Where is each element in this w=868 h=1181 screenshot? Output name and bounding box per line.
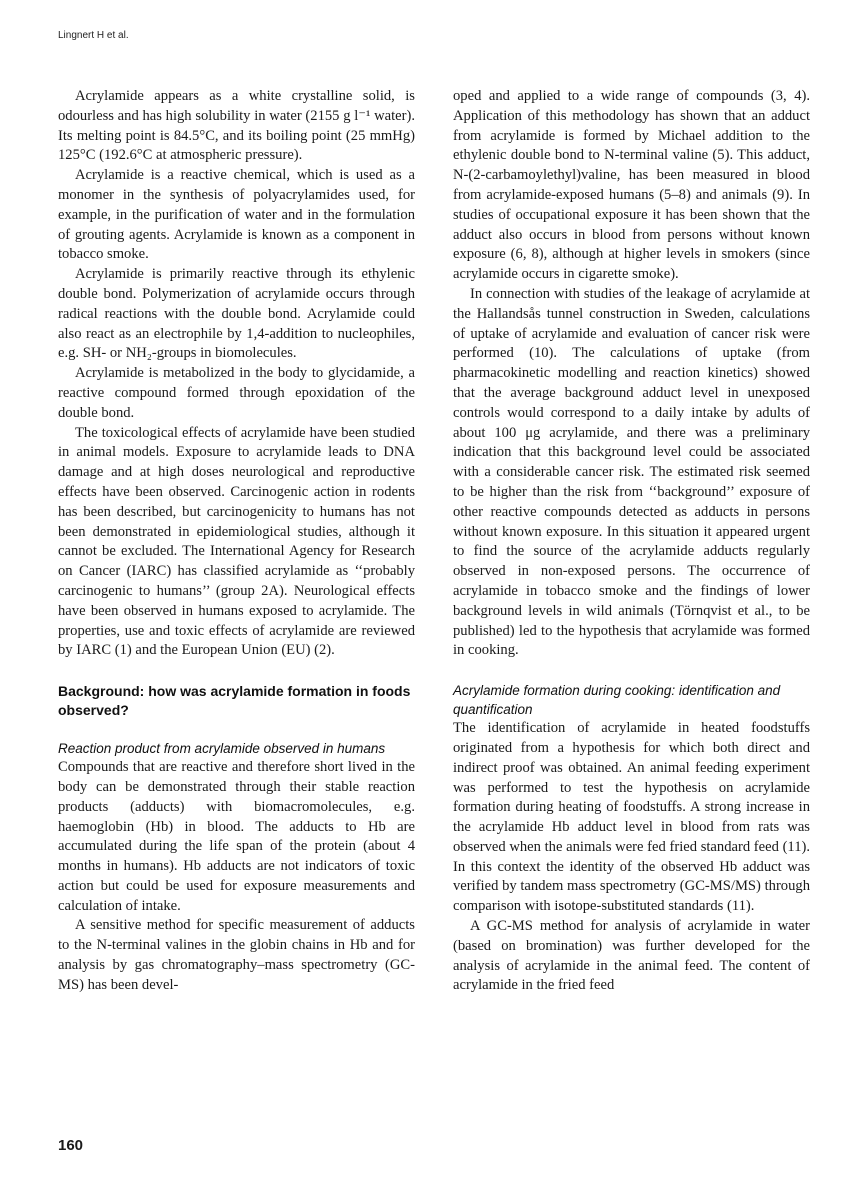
- paragraph-gcms-method: A GC-MS method for analysis of acrylamide in water (based on bromination) was further developed for the analysis of acrylamide in the animal feed. The content of acrylamide in the fried feed: [453, 918, 810, 994]
- paragraph-uses: Acrylamide is a reactive chemical, which is used as a monomer in the synthesis of polyacrylamides used, for example, in the purification of water and in the formulation of grouting agents. Acrylamide is known as a component in tobacco smoke.: [58, 167, 415, 263]
- paragraph-identification: The identification of acrylamide in heated foodstuffs originated from a hypothesis for which both direct and indirect proof was obtained. An animal feeding experiment was performed to test the hypothesis on acrylamide formation during heating of foodstuffs. A strong increase in the acrylamide Hb adduct level in blood from rats was observed when the animals were fed fried standard feed (11). In this context the identity of the observed Hb adduct was verified by tandem mass spectrometry (GC-MS/MS) through comparison with isotope-substituted standards (11).: [453, 720, 810, 915]
- paragraph-toxicology: The toxicological effects of acrylamide have been studied in animal models. Exposure to acrylamide leads to DNA damage and at high doses neurological and reproductive effects have been observed. Carcinogenic action in rodents has been described, but carcinogenicity to humans has not been demonstrated in epidemiological studies, although it cannot be excluded. The International Agency for Research on Cancer (IARC) has classified acrylamide as ‘‘probably carcinogenic to humans’’ (group 2A). Neurological effects have been observed in humans exposed to acrylamide. The properties, use and toxic effects of acrylamide are reviewed by IARC (1) and the European Union (EU) (2).: [58, 424, 415, 659]
- page-number: 160: [58, 1137, 84, 1154]
- left-column: [58, 87, 415, 996]
- paragraph-continuation: oped and applied to a wide range of compounds (3, 4). Application of this methodology has shown that an adduct from acrylamide is formed by Michael addition to the ethylenic double bond to N-terminal valine (5). This adduct, N-(2-carbamoylethyl)valine, has been measured in blood from acrylamide-exposed humans (5–8) and animals (9). In studies of occupational exposure it has been shown that the adduct also occurs in blood from persons without known exposure (6, 8), although at higher levels in smokers (since acrylamide occurs in cigarette smoke).: [453, 88, 810, 283]
- paragraph-metabolism: Acrylamide is metabolized in the body to glycidamide, a reactive compound formed through epoxidation of the double bond.: [58, 365, 415, 421]
- subsection-heading-reaction-product: Reaction product from acrylamide observed in humans: [58, 741, 386, 757]
- paragraph-method: A sensitive method for specific measurement of adducts to the N-terminal valines in the globin chains in Hb and for analysis by gas chromatography–mass spectrometry (GC-MS) has been devel-: [58, 917, 415, 993]
- paragraph-adducts: Compounds that are reactive and therefore short lived in the body can be demonstrated through their stable reaction products (adducts) with biomacromolecules, e.g. haemoglobin (Hb) in blood. The adducts to Hb are accumulated during the life span of the protein (about 4 months in humans). Hb adducts are not indicators of toxic action but could be used for exposure measurements and calculation of intake.: [58, 759, 415, 914]
- right-column: [453, 87, 810, 996]
- running-head: Lingnert H et al.: [58, 30, 129, 41]
- paragraph-hallandsas: In connection with studies of the leakage of acrylamide at the Hallandsås tunnel construction in Sweden, calculations of uptake of acrylamide and evaluation of cancer risk were performed (10). The calculations of uptake (from pharmacokinetic modelling and reaction kinetics) showed that the average background adduct level in unexposed controls would correspond to a daily intake by adults of about 100 μg acrylamide, and there was a preliminary indication that this background level could be associated with a considerable cancer risk. The estimated risk seemed to be higher than the risk from ‘‘background’’ exposure of other reactive compounds detected as adducts in persons without known exposure. In this situation it appeared urgent to find the source of the acrylamide adducts regularly observed in non-exposed persons. The occurrence of acrylamide in tobacco smoke and the findings of lower background levels in wild animals (Törnqvist et al., to be published) led to the hypothesis that acrylamide was formed in cooking.: [453, 285, 810, 659]
- paragraph-properties: Acrylamide appears as a white crystalline solid, is odourless and has high solubility in water (2155 g l⁻¹ water). Its melting point is 84.5°C, and its boiling point (25 mmHg) 125°C (192.6°C at atmospheric pressure).: [58, 88, 415, 164]
- subsection-heading-cooking: Acrylamide formation during cooking: identification and quantification: [453, 683, 781, 718]
- paragraph-reactivity: Acrylamide is primarily reactive through its ethylenic double bond. Polymerization of acrylamide occurs through radical reactions with the double bond. Acrylamide could also react as an electrophile by 1,4-addition to nucleophiles, e.g. SH- or NH₂-groups in biomolecules.: [58, 266, 415, 362]
- section-heading-background: Background: how was acrylamide formation in foods observed?: [58, 683, 411, 719]
